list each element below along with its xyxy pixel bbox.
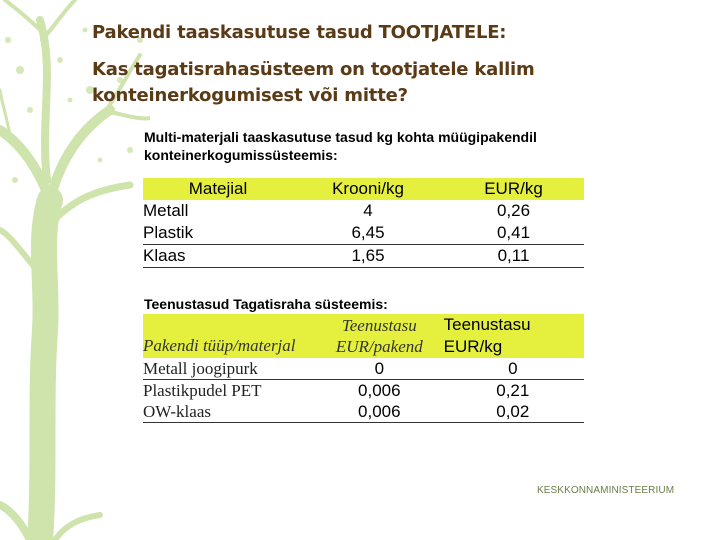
section1-caption-line1: Multi-materjali taaskasutuse tasud kg kohta müügipakendil (144, 129, 537, 145)
cell-krooni: 1,65 (293, 245, 443, 268)
col-header-fee-per-kg-line1: Teenustasu (443, 315, 531, 334)
col-header-krooni: Krooni/kg (293, 178, 443, 200)
slide-subtitle-line1: Kas tagatisrahasüsteem on tootjatele kallim (92, 59, 535, 80)
cell-fee-per-kg: 0,02 (442, 401, 584, 423)
section2-caption: Teenustasud Tagatisraha süsteemis: (144, 296, 388, 312)
cell-material: Metall (143, 201, 189, 220)
cell-eur: 0,41 (443, 222, 584, 245)
cell-krooni: 6,45 (293, 222, 443, 245)
cell-eur: 0,26 (496, 201, 531, 220)
cell-fee-per-package: 0 (317, 358, 442, 380)
slide-subtitle-line2: konteinerkogumisest või mitte? (92, 85, 408, 106)
fees-deposit-table (143, 314, 584, 423)
cell-fee-per-kg: 0,21 (496, 381, 530, 400)
table-row (143, 358, 584, 380)
col-header-fee-per-package-line1: Teenustasu (341, 316, 417, 335)
col-header-fee-per-package-line2: EUR/pakend (335, 337, 423, 356)
col-header-package-type: Pakendi tüüp/materjal (143, 314, 317, 358)
table-header-row (143, 178, 584, 200)
table-row (143, 380, 584, 402)
col-header-fee-per-kg-line2: EUR/kg (443, 337, 503, 356)
table-header-row (143, 314, 584, 358)
cell-material: Plastik (143, 222, 293, 245)
table-row (143, 200, 584, 222)
cell-fee-per-package: 0,006 (358, 381, 401, 400)
section1-caption (144, 128, 537, 164)
cell-package-type: OW-klaas (143, 401, 317, 423)
col-header-fee-per-kg (442, 314, 584, 358)
cell-package-type: Plastikpudel PET (143, 381, 262, 400)
cell-eur: 0,11 (443, 245, 584, 268)
table-row (143, 222, 584, 245)
cell-package-type: Metall joogipurk (143, 358, 317, 380)
cell-fee-per-package: 0,006 (317, 401, 442, 423)
ministry-logo-text: KESKKONNAMINISTEERIUM (537, 485, 675, 496)
cell-fee-per-kg: 0 (442, 358, 584, 380)
col-header-material: Matejial (143, 178, 293, 200)
fees-container-table (143, 178, 584, 268)
table-row (143, 245, 584, 268)
slide-title: Pakendi taaskasutuse tasud TOOTJATELE: (92, 22, 507, 43)
cell-krooni: 4 (363, 201, 373, 220)
table-row (143, 401, 584, 423)
col-header-fee-per-package (317, 314, 442, 358)
cell-material: Klaas (143, 245, 293, 268)
slide-subtitle (92, 57, 535, 109)
section1-caption-line2: konteinerkogumissüsteemis: (144, 147, 338, 163)
col-header-eur: EUR/kg (443, 178, 584, 200)
